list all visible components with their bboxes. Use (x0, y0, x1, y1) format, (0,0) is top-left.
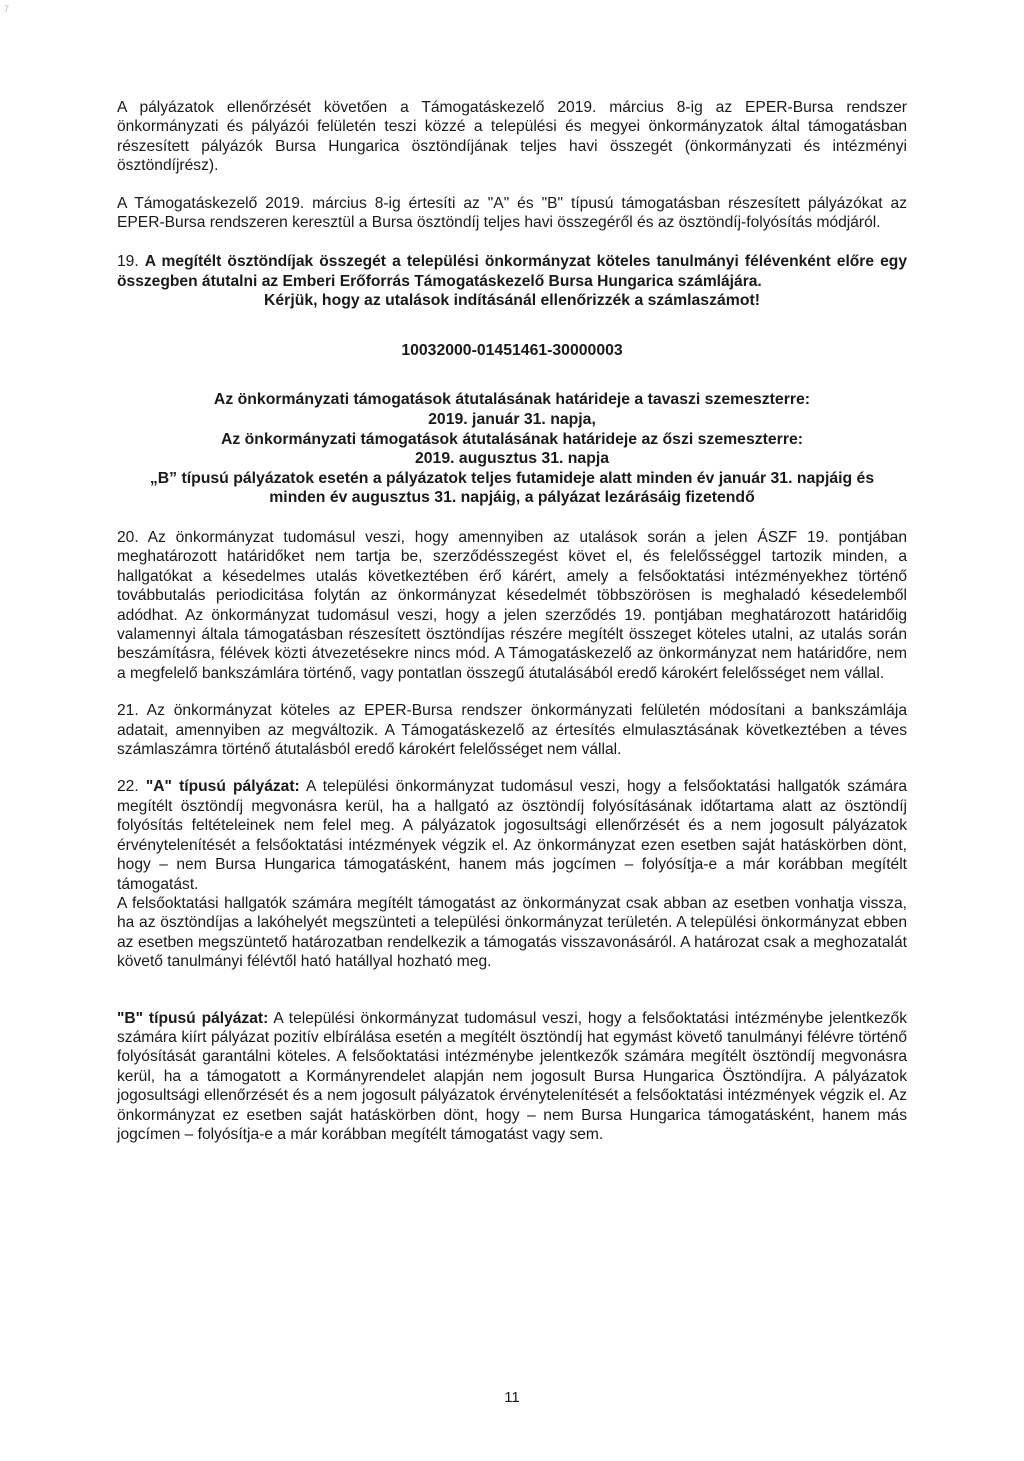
b-type-paragraph (117, 1009, 907, 1145)
deadline-spring-label: Az önkormányzati támogatások átutalásának határideje a tavaszi szemeszterre: (213, 391, 811, 409)
a-type-text: A települési önkormányzat tudomásul veszi, hogy a felsőoktatási hallgatók számára megítélt ösztöndíj megvonásra kerül, ha a hallgató az ösztöndíj folyósításának időtartama alatt az ösztöndíj folyósítás feltételeinek nem felel meg. A pályázatok jogosultsági ellenőrzését és a nem jogosult pályázatok érvénytelenítését a felsőoktatási intézmények végzik el. Az önkormányzat ezen esetben saját hatáskörben dönt, hogy – nem Bursa Hungarica támogatásként, hanem más jogcímen – folyósítja-e a már korábban megítélt támogatást. (117, 778, 907, 893)
deadline-spring-date: 2019. január 31. napja, (428, 411, 596, 429)
b-type-text: A települési önkormányzat tudomásul veszi, hogy a felsőoktatási intézménybe jelentkezők számára kiírt pályázat pozitív elbírálása esetén a megítélt ösztöndíj hat egymást követő tanulmányi félévre történő folyósítását garantálni köteles. A felsőoktatási intézménybe jelentkezők számára megítélt ösztöndíj megvonásra kerül, ha a támogatott a Kormányrendelet alapján nem jogosult Bursa Hungarica Ösztöndíjra. A pályázatok jogosultsági ellenőrzését és a nem jogosult pályázatok érvénytelenítését a felsőoktatási intézmények végzik el. Az önkormányzat ez esetben saját hatáskörben dönt, hogy – nem Bursa Hungarica támogatásként, hanem más jogcímen – folyósítja-e a már korábban megítélt támogatást vagy sem. (117, 1009, 908, 1143)
a-type-paragraph-2: A felsőoktatási hallgatók számára megítélt támogatást az önkormányzat csak abban az esetben vonhatja vissza, ha az ösztöndíjas a lakóhelyét megszünteti a települési önkormányzat területén. A települési önkormányzat ebben az esetben megszüntető határozatban rendelkezik a támogatás visszavonásáról. A határozat csak a meghozatalát követő tanulmányi félévtől ható hatállyal hozható meg. (117, 894, 907, 971)
margin-mark: 7 (4, 4, 10, 14)
document-page (117, 98, 907, 1144)
account-number: 10032000-01451461-30000003 (401, 341, 623, 359)
deadline-autumn-label: Az önkormányzati támogatások átutalásának határideje az őszi szemeszterre: (220, 430, 804, 448)
intro-paragraph-2: A Támogatáskezelő 2019. március 8-ig értesíti az "A" és "B" típusú támogatásban részesített pályázókat az EPER-Bursa rendszeren keresztül a Bursa ösztöndíj teljes havi összegéről és az ösztöndíj-folyósítás módjáról. (117, 194, 907, 232)
section-19-bold-text: A megítélt ösztöndíjak összegét a települési önkormányzat köteles tanulmányi félévenként előre egy összegben átutalni az Emberi Erőforrás Támogatáskezelő Bursa Hungarica számlájára. (117, 253, 907, 290)
a-type-label: "A" típusú pályázat: (145, 778, 300, 796)
section-22-paragraph (117, 777, 907, 893)
page-number: 11 (504, 1389, 520, 1406)
intro-paragraph-1: A pályázatok ellenőrzését követően a Támogatáskezelő 2019. március 8-ig az EPER-Bursa rendszer önkormányzati és pályázói felületén teszi közzé a települési és megyei önkormányzatok által támogatásban részesített pályázók Bursa Hungarica ösztöndíjának teljes havi összegét (önkormányzati és intézményi ösztöndíjrész). (117, 99, 907, 175)
b-type-payment-note: „B” típusú pályázatok esetén a pályázatok teljes futamideje alatt minden év január 31. napjáig és minden év augusztus 31. napjáig, a pályázat lezárásáig fizetendő (149, 469, 875, 507)
section-21-paragraph: 21. Az önkormányzat köteles az EPER-Bursa rendszer önkormányzati felületén módosítani a bankszámlája adatait, amennyiben az megváltozik. A Támogatáskezelő az értesítés elmulasztásának következtében a téves számlaszámra történő átutalásból eredő károkért felelősséget nem vállal. (117, 702, 907, 759)
section-20-paragraph: 20. Az önkormányzat tudomásul veszi, hogy amennyiben az utalások során a jelen ÁSZF 19. pontjában meghatározott határidőket nem tartja be, szerződésszegést követ el, és felelősséggel tartozik minden, a hallgatókat a késedelmes utalás következtében érő kárért, amely a felsőoktatási intézményekhez történő továbbutalás periodicitása folytán az önkormányzat késedelmét többszörösen is meghaladó késedelemből adódhat. Az önkormányzat tudomásul veszi, hogy a jelen szerződés 19. pontjában meghatározott határidőig valamennyi általa támogatásban részesített ösztöndíjas részére megítélt összeget köteles utalni, az utalás során beszámításra, félévek közti átvezetésekre nincs mód. A Támogatáskezelő az önkormányzat nem határidőre, nem a megfelelő bankszámlára történő, vagy pontatlan összegű átutalásából eredő károkért felelősséget nem vállal. (117, 529, 907, 682)
account-check-note: Kérjük, hogy az utalások indításánál ellenőrizzék a számlaszámot! (263, 292, 760, 310)
section-19-number: 19. (117, 253, 139, 271)
deadline-autumn-date: 2019. augusztus 31. napja (414, 450, 610, 468)
b-type-label: "B" típusú pályázat: (117, 1009, 269, 1027)
section-22-number: 22. (117, 778, 139, 796)
section-19-paragraph (117, 252, 907, 291)
